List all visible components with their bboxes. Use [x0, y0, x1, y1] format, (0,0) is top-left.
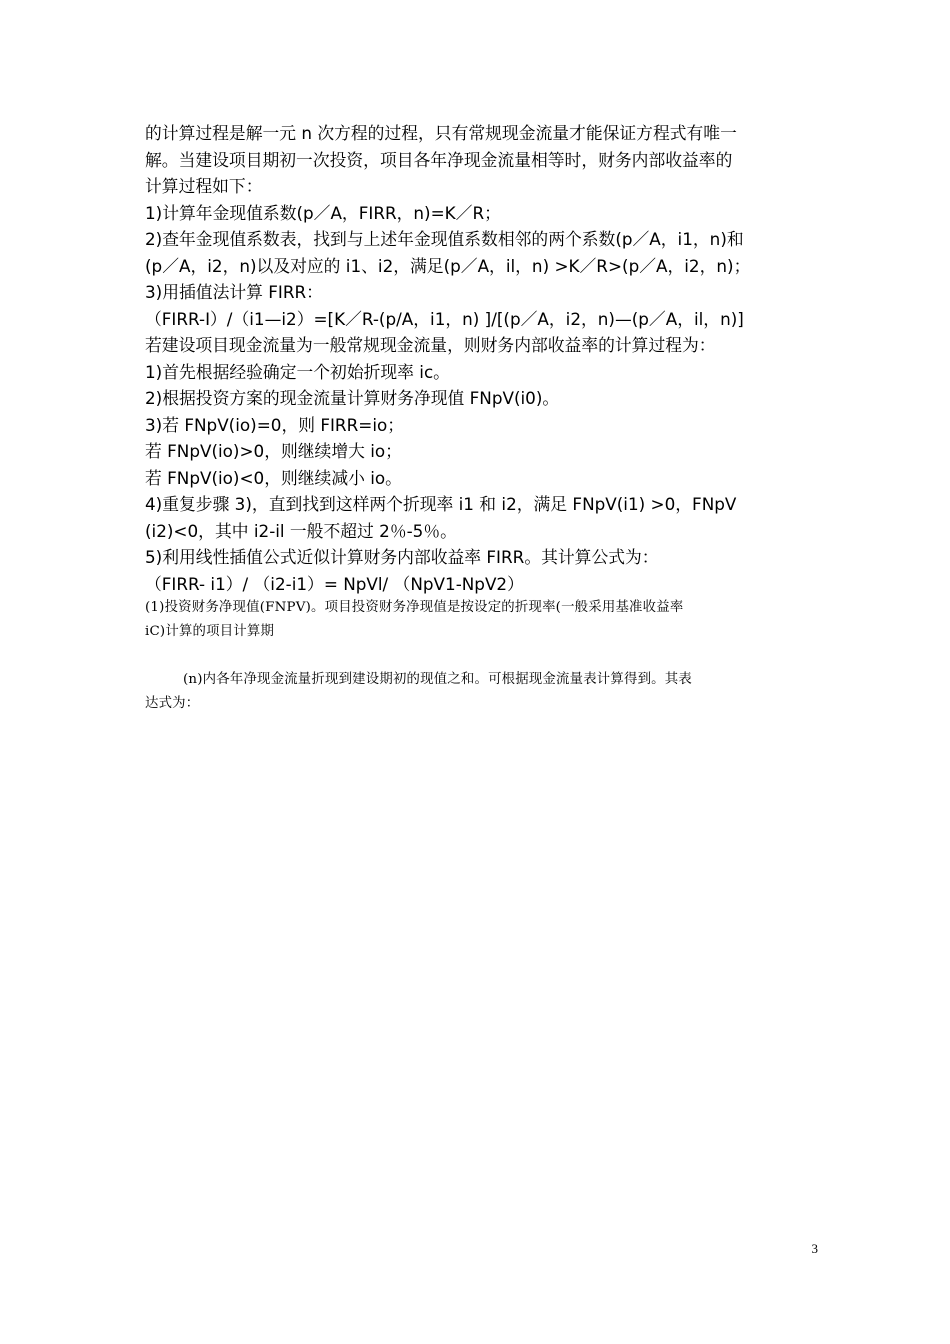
body-line: 的计算过程是解一元 n 次方程的过程，只有常规现金流量才能保证方程式有唯一 [145, 123, 737, 143]
body-line: 3)若 FNpV(io)=0，则 FIRR=io； [145, 414, 405, 435]
body-line: 解。当建设项目期初一次投资，项目各年净现金流量相等时，财务内部收益率的 [145, 149, 733, 170]
page-number: 3 [811, 1241, 818, 1256]
body-line: 4)重复步骤 3)，直到找到这样两个折现率 i1 和 i2，满足 FNpV(i1) >0，FNpV [145, 494, 737, 514]
fnpv-note [145, 596, 810, 716]
body-line: (i2)<0，其中 i2-il 一般不超过 2％-5％。 [145, 520, 457, 541]
body-line: 2)查年金现值系数表，找到与上述年金现值系数相邻的两个系数(p／A，i1，n)和 [145, 229, 744, 249]
body-line: 2)根据投资方案的现金流量计算财务净现值 FNpV(i0)。 [145, 388, 560, 408]
body-line: 3)用插值法计算 FIRR： [145, 282, 323, 302]
body-line: 5)利用线性插值公式近似计算财务内部收益率 FIRR。其计算公式为： [145, 547, 659, 567]
body-line: (p／A，i2，n)以及对应的 i1、i2，满足(p／A，il，n) >K／R>(p／A，i2，n)； [145, 255, 751, 276]
note-line: 达式为： [145, 696, 200, 711]
body-line: 若 FNpV(io)>0，则继续增大 io； [145, 441, 402, 461]
body-line: 若建设项目现金流量为一般常规现金流量，则财务内部收益率的计算过程为： [145, 335, 716, 355]
body-text [145, 120, 810, 597]
note-line: iC)计算的项目计算期 [145, 624, 275, 639]
paragraph-gap [145, 644, 810, 668]
body-line: （FIRR-I）/（i1—i2）=[K／R-(p/A，i1，n) ]/[(p／A，i2，n)—(p／A，il，n)] [145, 308, 744, 329]
body-line: 1)计算年金现值系数(p／A，FIRR，n)=K／R； [145, 202, 501, 223]
body-line: 若 FNpV(io)<0，则继续减小 io。 [145, 467, 402, 488]
note-line: (1)投资财务净现值(FNPV)。项目投资财务净现值是按设定的折现率(一般采用基准收益率 [145, 600, 684, 615]
note-line: (n)内各年净现金流量折现到建设期初的现值之和。可根据现金流量表计算得到。其表 [183, 672, 692, 687]
body-line: （FIRR- i1）/ （i2-i1）= NpVl/ （NpV1-NpV2） [145, 573, 524, 594]
body-line: 计算过程如下： [145, 176, 263, 196]
body-line: 1)首先根据经验确定一个初始折现率 ic。 [145, 361, 450, 382]
